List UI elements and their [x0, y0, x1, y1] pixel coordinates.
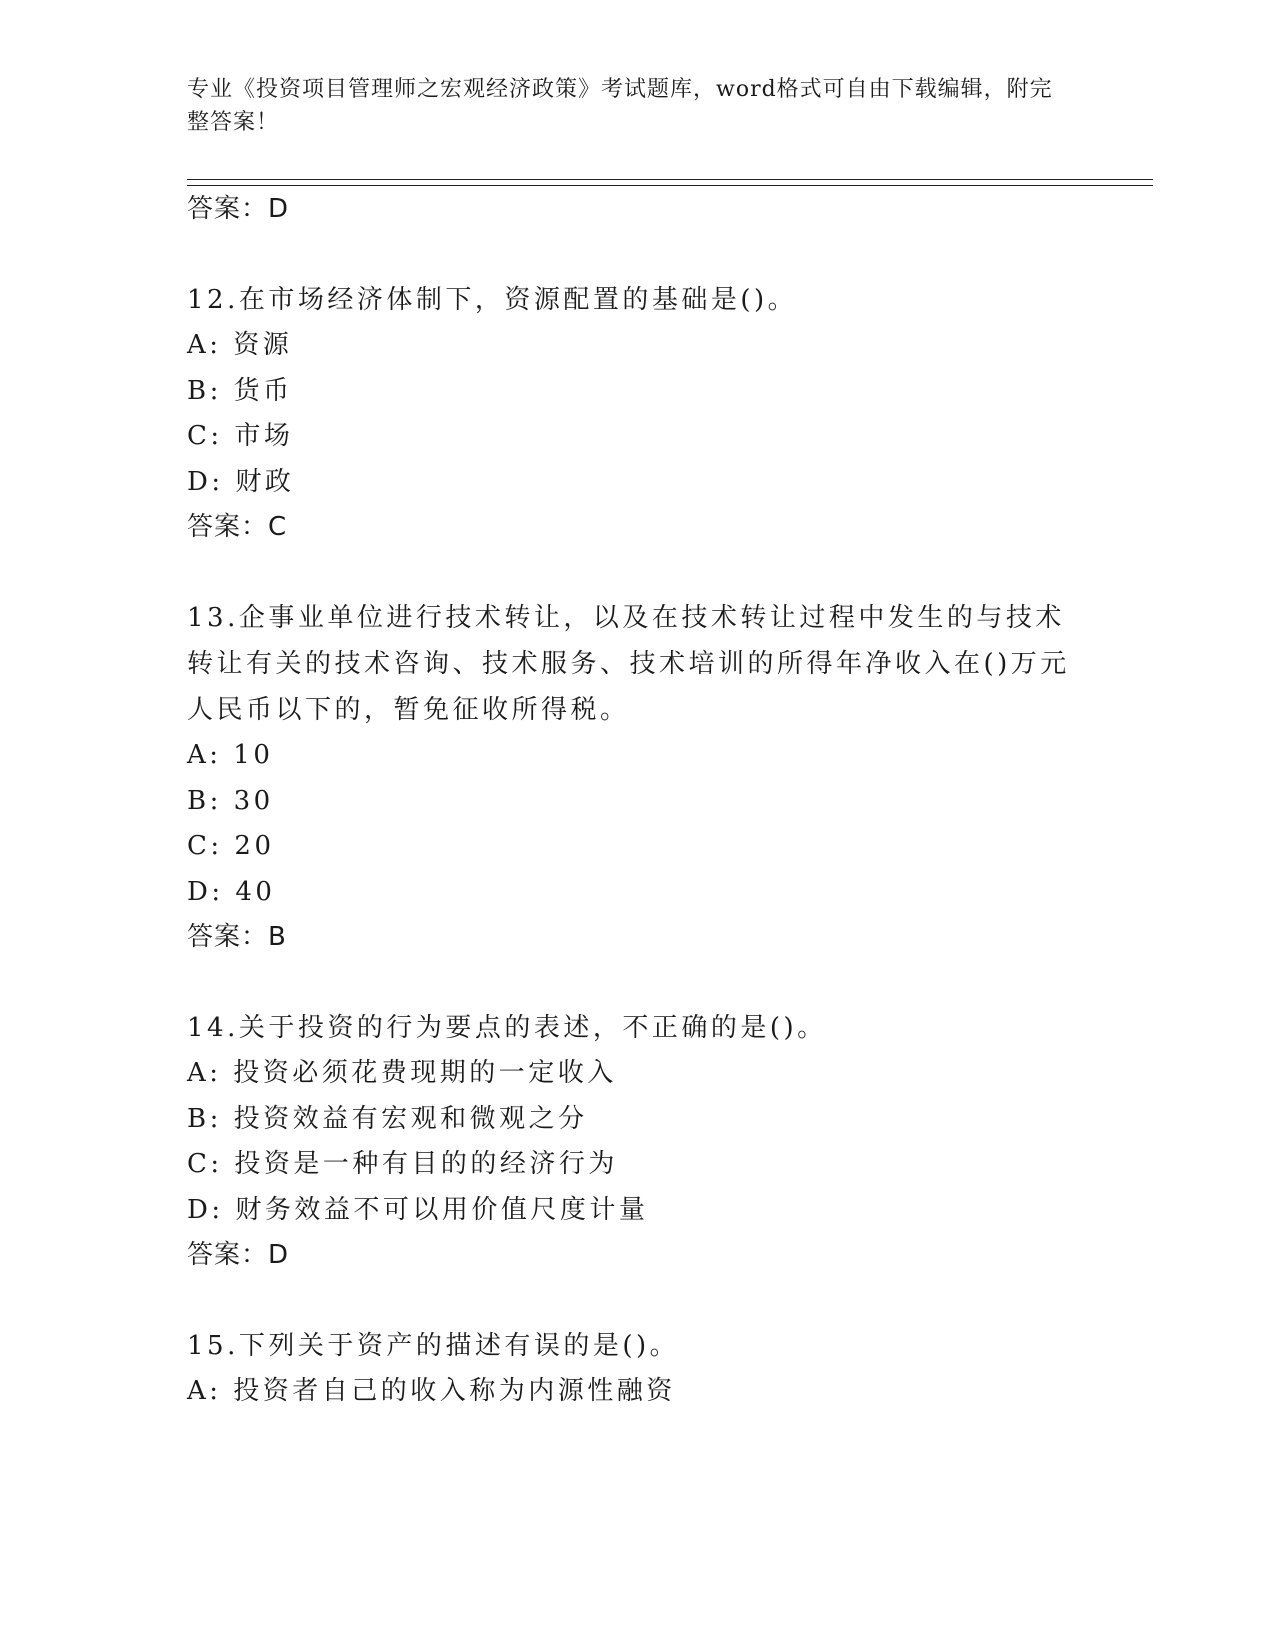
option-b: B: 30	[187, 785, 274, 816]
option-d: D: 财政	[187, 466, 295, 497]
option-d: D: 财务效益不可以用价值尺度计量	[187, 1194, 649, 1225]
option-c: C: 投资是一种有目的的经济行为	[187, 1149, 618, 1179]
option-c: C: 20	[187, 831, 275, 861]
header-divider-top	[187, 179, 1153, 180]
question-text: 14.关于投资的行为要点的表述，不正确的是()。	[187, 1013, 827, 1043]
document-header	[187, 73, 1067, 139]
answer-q11: 答案：D	[187, 194, 290, 224]
option-a: A: 投资者自己的收入称为内源性融资	[187, 1376, 676, 1406]
question-12	[187, 277, 1087, 549]
option-b: B: 货币	[187, 375, 293, 406]
question-13	[187, 595, 1087, 959]
option-a: A: 投资必须花费现期的一定收入	[187, 1058, 617, 1088]
question-list	[187, 187, 1087, 1415]
header-intro: 专业《投资项目管理师之宏观经济政策》考试题库，word格式可自由下载编辑，附完整答案！	[187, 77, 1053, 135]
question-text: 13.企事业单位进行技术转让，以及在技术转让过程中发生的与技术转让有关的技术咨询、技术服务、技术培训的所得年净收入在()万元人民币以下的，暂免征收所得税。	[187, 603, 1070, 725]
question-text: 12.在市场经济体制下，资源配置的基础是()。	[187, 285, 798, 315]
header-divider-bottom	[187, 185, 1153, 186]
option-a: A: 10	[187, 740, 274, 770]
answer: 答案：C	[187, 512, 288, 542]
answer: 答案：B	[187, 922, 287, 952]
option-b: B: 投资效益有宏观和微观之分	[187, 1103, 588, 1134]
option-c: C: 市场	[187, 421, 294, 451]
question-15	[187, 1323, 1087, 1415]
question-text: 15.下列关于资产的描述有误的是()。	[187, 1331, 680, 1361]
question-14	[187, 1005, 1087, 1277]
option-a: A: 资源	[187, 330, 293, 360]
option-d: D: 40	[187, 876, 276, 907]
answer: 答案：D	[187, 1240, 290, 1270]
